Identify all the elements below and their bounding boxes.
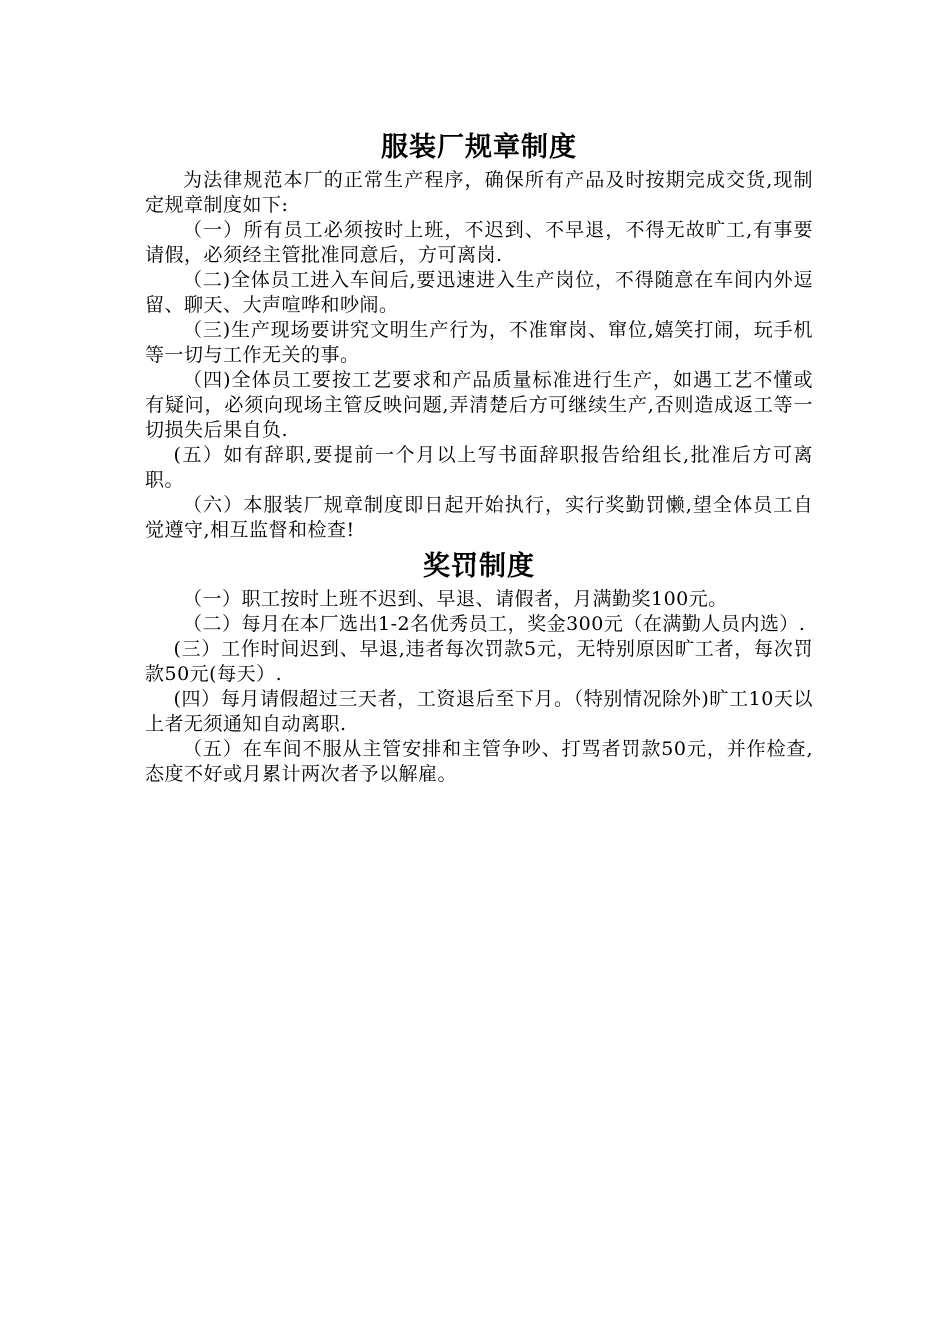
rewards-item-5: （五）在车间不服从主管安排和主管争吵、打骂者罚款50元，并作检查,态度不好或月累计两次者予以解雇。 <box>145 738 813 785</box>
rewards-item-1: （一）职工按时上班不迟到、早退、请假者，月满勤奖100元。 <box>183 588 728 610</box>
regulations-item-5: (五）如有辞职,要提前一个月以上写书面辞职报告给组长,批准后方可离职。 <box>145 444 813 491</box>
regulations-item-6: （六）本服装厂规章制度即日起开始执行，实行奖勤罚懒,望全体员工自觉遵守,相互监督和检查! <box>145 494 813 541</box>
regulations-item-2: （二)全体员工进入车间后,要迅速进入生产岗位，不得随意在车间内外逗留、聊天、大声喧哗和吵闹。 <box>145 269 813 316</box>
regulations-title: 服装厂规章制度 <box>381 132 577 163</box>
regulations-intro: 为法律规范本厂的正常生产程序，确保所有产品及时按期完成交货,现制定规章制度如下: <box>145 169 813 216</box>
rewards-item-2: （二）每月在本厂选出1-2名优秀员工，奖金300元（在满勤人员内选）. <box>183 613 806 635</box>
rewards-item-3: (三）工作时间迟到、早退,违者每次罚款5元，无特别原因旷工者，每次罚款50元(每天）. <box>145 638 813 685</box>
regulations-item-3: （三)生产现场要讲究文明生产行为，不准窜岗、窜位,嬉笑打闹，玩手机等一切与工作无关的事。 <box>145 319 813 366</box>
rewards-title: 奖罚制度 <box>423 551 535 582</box>
rewards-item-4: (四）每月请假超过三天者，工资退后至下月。（特别情况除外)旷工10天以上者无须通知自动离职. <box>145 688 813 735</box>
regulations-item-4: （四)全体员工要按工艺要求和产品质量标准进行生产，如遇工艺不懂或有疑问，必须向现场主管反映问题,弄清楚后方可继续生产,否则造成返工等一切损失后果自负. <box>145 369 813 441</box>
document-page <box>145 128 813 787</box>
regulations-item-1: （一）所有员工必须按时上班，不迟到、不早退，不得无故旷工,有事要请假，必须经主管批准同意后，方可离岗. <box>145 219 813 266</box>
